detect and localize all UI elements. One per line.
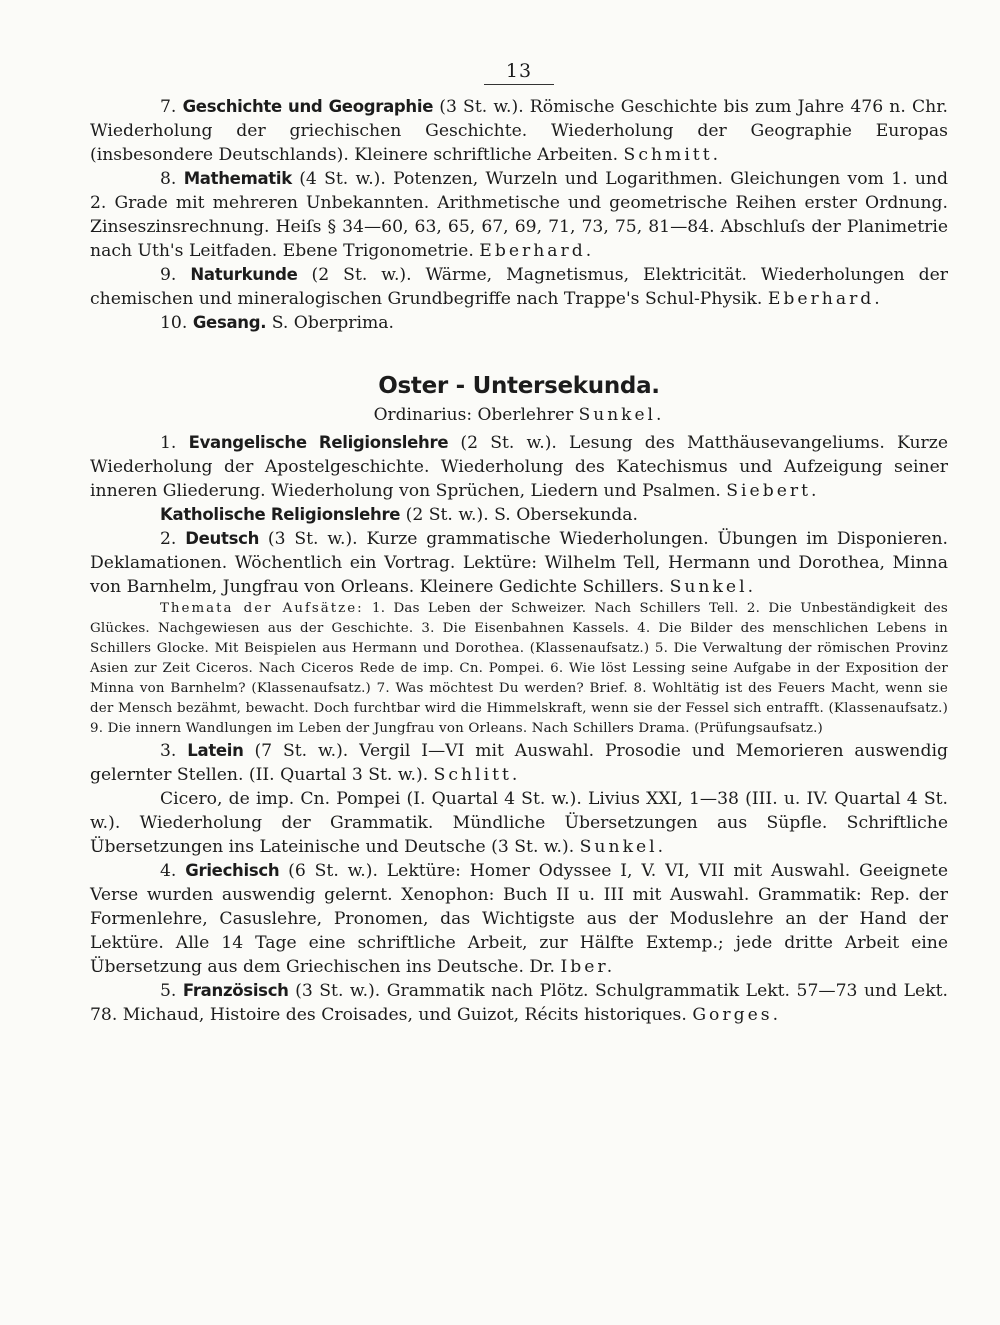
subject-title: Mathematik [183, 169, 292, 188]
subject-title: Evangelische Religionslehre [188, 433, 449, 452]
paragraph-text: (2 St. w.). Wärme, Magnetismus, Elektricität. Wiederholungen der chemischen und mineralogischen Grundbegriffe nach Trappe's Schul-Physik. [90, 265, 948, 309]
paragraph-text: (4 St. w.). Potenzen, Wurzeln und Logarithmen. Gleichungen vom 1. und 2. Grade mit mehreren Unbekannten. Arithmetische und geometrische Reihen erster Ordnung. Zinseszinsrechnung. Heiſs § 34—60, 63, 65, 67, 69, 71, 73, 75, 81—84. Abschluſs der Planimetrie nach Uth's Leitfaden. Ebene Trigonometrie. [90, 169, 948, 261]
subject-title: Deutsch [185, 529, 260, 548]
themata-lead: Themata der Aufsätze: [160, 601, 364, 616]
subject-title: Gesang. [192, 313, 267, 332]
item-number: 10. [160, 313, 188, 333]
teacher-name: Gorges. [692, 1005, 782, 1025]
subject-title: Naturkunde [190, 265, 298, 284]
paragraph-text: 1. Das Leben der Schweizer. Nach Schillers Tell. 2. Die Unbeständigkeit des Glückes. Nachgewiesen aus der Geschichte. 3. Die Eisenbahnen Kassels. 4. Die Bilder des menschlichen Lebens in Schillers Glocke. Mit Beispielen aus Hermann und Dorothea. (Klassenaufsatz.) 5. Die Verwaltung der römischen Provinz Asien zur Zeit Ciceros. Nach Ciceros Rede de imp. Cn. Pompei. 6. Wie löst Lessing seine Aufgabe in der Exposition der Minna von Barnhelm? (Klassenaufsatz.) 7. Was möchtest Du werden? Brief. 8. Wohltätig ist des Feuers Macht, wenn sie der Mensch bezähmt, bewacht. Doch furchtbar wird die Himmelskraft, wenn sie der Fessel sich entrafft. (Klassenaufsatz.) 9. Die innern Wandlungen im Leben der Jungfrau von Orleans. Nach Schillers Drama. (Prüfungsaufsatz.) [90, 601, 948, 736]
item-number: 1. [160, 433, 177, 453]
item-number: 5. [160, 981, 177, 1001]
teacher-name: Eberhard. [767, 289, 883, 309]
teacher-name: Sunkel. [669, 577, 757, 597]
ordinarius-label: Ordinarius: Oberlehrer [373, 405, 579, 425]
item-number: 7. [160, 97, 177, 117]
teacher-name: Schmitt. [623, 145, 722, 165]
paragraph-religion [90, 431, 948, 503]
item-number: 9. [160, 265, 177, 285]
subject-title: Geschichte und Geographie [182, 97, 434, 116]
teacher-name: Siebert. [726, 481, 820, 501]
paragraph-naturkunde [90, 263, 948, 311]
paragraph-text: Cicero, de imp. Cn. Pompei (I. Quartal 4 St. w.). Livius XXI, 1—38 (III. u. IV. Quartal 4 St. w.). Wiederholung der Grammatik. Mündliche Übersetzungen aus Süpfle. Schriftliche Übersetzungen ins Lateinische und Deutsche (3 St. w.). [90, 789, 948, 857]
teacher-name: Schlitt. [433, 765, 521, 785]
paragraph-latein [90, 739, 948, 787]
paragraph-text: (3 St. w.). Kurze grammatische Wiederholungen. Übungen im Disponieren. Deklamationen. Wöchentlich ein Vortrag. Lektüre: Wilhelm Tell, Hermann und Dorothea, Minna von Barnhelm, Jungfrau von Orleans. Kleinere Gedichte Schillers. [90, 529, 948, 597]
paragraph-franzoesisch [90, 979, 948, 1027]
teacher-name: Sunkel. [579, 837, 667, 857]
paragraph-text: (7 St. w.). Vergil I—VI mit Auswahl. Prosodie und Memorieren auswendig gelernter Stellen. (II. Quartal 3 St. w.). [90, 741, 948, 785]
paragraph-latein-cicero [90, 787, 948, 859]
item-number: 8. [160, 169, 177, 189]
item-number: 3. [160, 741, 177, 761]
page-number: 13 [505, 60, 533, 82]
ordinarius-line [90, 403, 948, 427]
paragraph-themata [90, 599, 948, 739]
paragraph-deutsch [90, 527, 948, 599]
paragraph-text: S. Oberprima. [266, 313, 394, 333]
subject-title: Katholische Religionslehre [160, 505, 401, 524]
teacher-name: Eberhard. [479, 241, 595, 261]
section-title: Oster - Untersekunda. [378, 373, 660, 399]
subject-title: Französisch [182, 981, 289, 1000]
paragraph-text: (6 St. w.). Lektüre: Homer Odyssee I, V. VI, VII mit Auswahl. Geeignete Verse wurden auswendig gelernt. Xenophon: Buch II u. III mit Auswahl. Grammatik: Rep. der Formenlehre, Casuslehre, Pronomen, das Wichtigste aus der Moduslehre an der Hand der Lektüre. Alle 14 Tage eine schriftliche Arbeit, zur Hälfte Extemp.; jede dritte Arbeit eine Übersetzung aus dem Griechischen ins Deutsche. Dr. [90, 861, 948, 977]
item-number: 4. [160, 861, 177, 881]
paragraph-text: (2 St. w.). Lesung des Matthäusevangeliums. Kurze Wiederholung der Apostelgeschichte. Wiederholung des Katechismus und Aufzeigung seiner inneren Gliederung. Wiederholung von Sprüchen, Liedern und Psalmen. [90, 433, 948, 501]
teacher-name: Iber. [560, 957, 616, 977]
paragraph-text: (3 St. w.). Grammatik nach Plötz. Schulgrammatik Lekt. 57—73 und Lekt. 78. Michaud, Histoire des Croisades, und Guizot, Récits historiques. [90, 981, 948, 1025]
item-number: 2. [160, 529, 177, 549]
page-number-rule [484, 84, 554, 85]
paragraph-mathematik [90, 167, 948, 263]
paragraph-griechisch [90, 859, 948, 979]
subject-title: Griechisch [185, 861, 280, 880]
paragraph-geschichte [90, 95, 948, 167]
ordinarius-name: Sunkel. [578, 405, 665, 425]
paragraph-text: (3 St. w.). Römische Geschichte bis zum Jahre 476 n. Chr. Wiederholung der griechischen Geschichte. Wiederholung der Geographie Europas (insbesondere Deutschlands). Kleinere schriftliche Arbeiten. [90, 97, 948, 165]
paragraph-gesang [90, 311, 948, 335]
document-page [90, 60, 948, 1027]
subject-title: Latein [187, 741, 244, 760]
paragraph-kath-religion [90, 503, 948, 527]
paragraph-text: (2 St. w.). S. Obersekunda. [400, 505, 638, 525]
